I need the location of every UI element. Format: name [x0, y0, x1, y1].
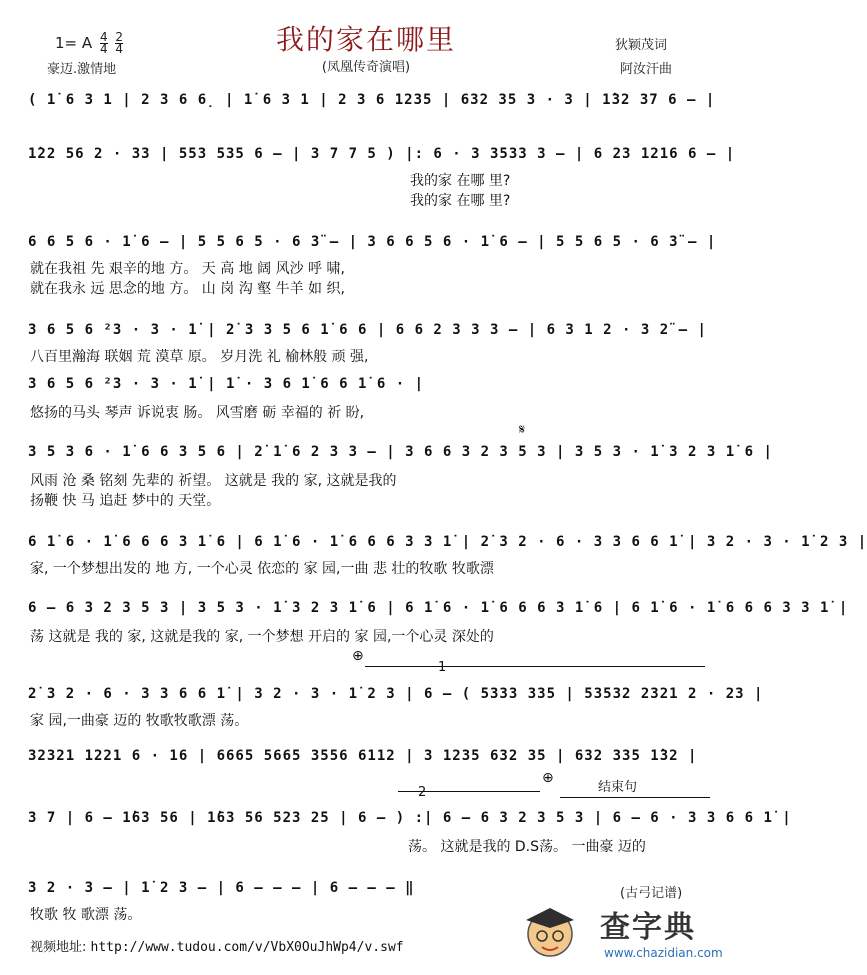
lyric-line-6a: 风雨 沧 桑 铭刻 先辈的 祈望。 这就是 我的 家, 这就是我的	[30, 473, 397, 489]
ending-bracket	[560, 797, 710, 798]
score-line-2: 1̇22 56 2 · 33 | 553 535 6 – | 3 7 7 5 ) |: 6 · 3 3533 3 – | 6 23 1216 6 – |	[28, 146, 736, 162]
lyric-line-3a: 就在我祖 先 艰辛的地 方。 天 高 地 阔 风沙 呼 啸,	[30, 261, 345, 277]
lyric-line-3b: 就在我永 远 思念的地 方。 山 岗 沟 壑 牛羊 如 织,	[30, 281, 345, 297]
time-signature-a: $\frac{4}{4}$	[99, 30, 108, 56]
video-label: 视频地址:	[30, 940, 87, 955]
composer: 阿汝汗曲	[620, 62, 673, 77]
score-line-3: 6 6 5 6 · 1̇ 6 – | 5 5 6 5 · 6 3̈ – | 3 6 6 5 6 · 1̇ 6 – | 5 5 6 5 · 6 3̈ – |	[28, 234, 717, 250]
segno-mark: 𝄋	[519, 422, 526, 438]
lyric-line-6b: 扬鞭 快 马 追赶 梦中的 天堂。	[30, 493, 221, 509]
video-link[interactable]: http://www.tudou.com/v/VbX0OuJhWp4/v.swf	[90, 940, 404, 955]
score-line-9: 2̇ 3 2 · 6 · 3 3 6 6 1̇ | 3 2 · 3 · 1̇ 2 3 | 6 – ( 5333 335 | 53532 2321 2 · 23 |	[28, 686, 764, 702]
performance-style: 豪迈.激情地	[47, 62, 117, 77]
score-line-4: 3 6 5 6 ²3 · 3 · 1̇ | 2̇ 3 3 5 6 1̇ 6 6 | 6 6 2 3 3 3 – | 6 3 1 2 · 3 2̈ – |	[28, 322, 707, 338]
video-address	[30, 936, 404, 955]
ending-label: 结束句	[598, 780, 638, 795]
volta-2-number: 2	[418, 785, 427, 800]
lyric-line-8: 荡 这就是 我的 家, 这就是我的 家, 一个梦想 开启的 家 园,一个心灵 深处的	[30, 629, 494, 645]
lyric-line-7: 家, 一个梦想出发的 地 方, 一个心灵 依恋的 家 园,一曲 悲 壮的牧歌 牧歌漂	[30, 561, 494, 577]
logo-website[interactable]: www.chazidian.com	[604, 946, 723, 960]
score-line-8: 6 – 6 3 2 3 5 3 | 3 5 3 · 1̇ 3 2 3 1̇ 6 | 6 1̇ 6 · 1̇ 6 6 6 3 1̇ 6 | 6 1̇ 6 · 1̇ 6 6 6 3 3 1̇ |	[28, 600, 849, 616]
volta-1-number: 1	[438, 660, 447, 675]
score-line-5: 3 6 5 6 ²3 · 3 · 1̇ | 1̇ · 3 6 1̇ 6 6 1̇ 6 · |	[28, 376, 425, 392]
time-signature-b: $\frac{2}{4}$	[115, 30, 123, 56]
lyric-line-4: 八百里瀚海 联姻 荒 漠草 原。 岁月洗 礼 榆林般 顽 强,	[30, 349, 369, 365]
transcriber-credit: (古弓记谱)	[620, 886, 683, 901]
score-line-12: 3 2 · 3 – | 1̇ 2 3 – | 6 – – – | 6 – – – ‖	[28, 880, 415, 896]
coda-mark-2: ⊕	[542, 770, 554, 786]
key-signature	[55, 32, 123, 55]
score-line-10: 32321 1221 6 · 16 | 6665 5665 3556 6112 | 3 1235 632 35 | 632 335 1̇32 |	[28, 748, 698, 764]
key-label: 1= A	[55, 34, 93, 52]
song-title: 我的家在哪里	[275, 23, 456, 56]
volta-1-bracket	[365, 666, 705, 667]
score-line-7: 6 1̇ 6 · 1̇ 6 6 6 3 1̇ 6 | 6 1̇ 6 · 1̇ 6 6 6 3 3 1̇ | 2̇ 3 2 · 6 · 3 3 6 6 1̇ | 3 2 · 3 · 1̇ 2 3 |	[28, 534, 867, 550]
logo-wordmark: 查字典	[600, 910, 696, 945]
lyric-line-5: 悠扬的马头 琴声 诉说衷 肠。 风雪磨 砺 幸福的 祈 盼,	[30, 405, 365, 421]
lyric-line-2a: 我的家 在哪 里?	[410, 173, 511, 189]
score-line-1: ( 1̇ 6 3 1 | 2 3 6 6̣ | 1̇ 6 3 1 | 2 3 6 1235 | 632 35 3 · 3 | 1̇32 37 6 – |	[28, 92, 716, 108]
lyric-line-12: 牧歌 牧 歌漂 荡。	[30, 907, 142, 923]
lyric-line-9: 家 园,一曲豪 迈的 牧歌牧歌漂 荡。	[30, 713, 249, 729]
lyricist: 狄颖茂词	[615, 38, 668, 53]
score-line-11: 3 7 | 6 – 1̇63 56 | 1̇63 56 523 25 | 6 – ) :| 6 – 6 3 2 3 5 3 | 6 – 6 · 3 3 6 6 1̇ |	[28, 810, 792, 826]
lyric-line-11: 荡。 这就是我的 D.S荡。 一曲豪 迈的	[408, 839, 646, 855]
performer-note: (凤凰传奇演唱)	[321, 60, 411, 75]
coda-mark: ⊕	[352, 648, 364, 664]
lyric-line-2b: 我的家 在哪 里?	[410, 193, 511, 209]
score-line-6: 3 5 3 6 · 1̇ 6 6 3 5 6 | 2̇ 1̇ 6 2 3 3 – | 3 6 6 3 2 3 5 3 | 3 5 3 · 1̇ 3 2 3 1̇ 6 |	[28, 444, 773, 460]
